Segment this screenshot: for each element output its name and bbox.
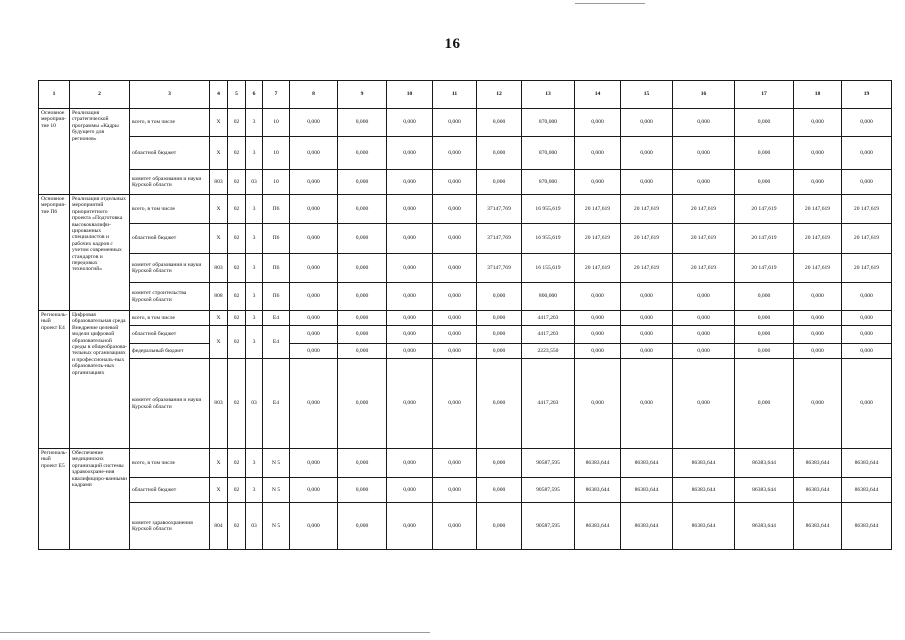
code-cell-7: 10 — [263, 109, 290, 137]
value-cell-10: 0,000 — [387, 137, 433, 170]
value-cell-17: 86383,644 — [735, 478, 794, 503]
code-cell-6: 3 — [246, 311, 263, 326]
table-row — [39, 137, 892, 170]
value-cell-15: 86383,644 — [621, 478, 673, 503]
value-cell-16: 86383,644 — [673, 478, 735, 503]
value-cell-10: 0,000 — [387, 503, 433, 550]
value-cell-8: 0,000 — [290, 359, 338, 449]
header-row — [39, 81, 892, 109]
value-cell-18: 0,000 — [794, 137, 842, 170]
header-cell-14: 14 — [575, 81, 621, 109]
value-cell-12: 0,000 — [477, 503, 522, 550]
value-cell-12: 0,000 — [477, 311, 522, 326]
value-cell-11: 0,000 — [433, 326, 477, 344]
code-cell-4: Х — [210, 326, 228, 359]
value-cell-11: 0,000 — [433, 449, 477, 478]
value-cell-10: 0,000 — [387, 344, 433, 359]
value-cell-9: 0,000 — [338, 478, 387, 503]
value-cell-18: 0,000 — [794, 311, 842, 326]
table-row — [39, 170, 892, 195]
value-cell-13: 4417,203 — [522, 359, 575, 449]
value-cell-19: 20 147,619 — [842, 224, 892, 254]
source-cell: комитет образования и науки Курской области — [130, 359, 210, 449]
header-cell-11: 11 — [433, 81, 477, 109]
code-cell-4: Х — [210, 311, 228, 326]
code-cell-5: 02 — [228, 109, 246, 137]
code-cell-6: 3 — [246, 326, 263, 359]
code-cell-5: 02 — [228, 478, 246, 503]
code-cell-4: 808 — [210, 283, 228, 311]
value-cell-18: 0,000 — [794, 283, 842, 311]
value-cell-15: 0,000 — [621, 359, 673, 449]
value-cell-12: 0,000 — [477, 109, 522, 137]
value-cell-13: 870,000 — [522, 170, 575, 195]
value-cell-19: 20 147,619 — [842, 254, 892, 283]
value-cell-9: 0,000 — [338, 195, 387, 224]
value-cell-12: 37147,769 — [477, 195, 522, 224]
value-cell-13: 16 955,619 — [522, 224, 575, 254]
value-cell-19: 0,000 — [842, 326, 892, 344]
value-cell-16: 86383,644 — [673, 449, 735, 478]
value-cell-15: 0,000 — [621, 109, 673, 137]
code-cell-5: 02 — [228, 326, 246, 359]
value-cell-8: 0,000 — [290, 283, 338, 311]
source-cell: всего, в том числе — [130, 195, 210, 224]
value-cell-17: 0,000 — [735, 283, 794, 311]
value-cell-15: 0,000 — [621, 311, 673, 326]
value-cell-10: 0,000 — [387, 311, 433, 326]
value-cell-11: 0,000 — [433, 283, 477, 311]
code-cell-7: Е4 — [263, 326, 290, 359]
value-cell-11: 0,000 — [433, 224, 477, 254]
code-cell-5: 02 — [228, 170, 246, 195]
scan-edge-bottom — [0, 632, 430, 633]
source-cell: областной бюджет — [130, 137, 210, 170]
value-cell-17: 86383,644 — [735, 449, 794, 478]
value-cell-15: 0,000 — [621, 137, 673, 170]
value-cell-13: 870,000 — [522, 109, 575, 137]
value-cell-12: 0,000 — [477, 170, 522, 195]
value-cell-18: 0,000 — [794, 344, 842, 359]
value-cell-16: 0,000 — [673, 170, 735, 195]
source-cell: областной бюджет — [130, 224, 210, 254]
value-cell-19: 20 147,619 — [842, 195, 892, 224]
code-cell-5: 02 — [228, 224, 246, 254]
code-cell-4: 803 — [210, 359, 228, 449]
value-cell-10: 0,000 — [387, 449, 433, 478]
value-cell-10: 0,000 — [387, 283, 433, 311]
value-cell-11: 0,000 — [433, 170, 477, 195]
value-cell-8: 0,000 — [290, 224, 338, 254]
value-cell-17: 0,000 — [735, 137, 794, 170]
value-cell-10: 0,000 — [387, 359, 433, 449]
value-cell-17: 20 147,619 — [735, 254, 794, 283]
value-cell-11: 0,000 — [433, 478, 477, 503]
value-cell-17: 0,000 — [735, 109, 794, 137]
value-cell-9: 0,000 — [338, 170, 387, 195]
value-cell-19: 86383,644 — [842, 478, 892, 503]
table-row — [39, 224, 892, 254]
code-cell-7: 10 — [263, 137, 290, 170]
value-cell-12: 0,000 — [477, 137, 522, 170]
value-cell-11: 0,000 — [433, 359, 477, 449]
value-cell-17: 86383,644 — [735, 503, 794, 550]
value-cell-9: 0,000 — [338, 137, 387, 170]
value-cell-18: 0,000 — [794, 359, 842, 449]
value-cell-15: 86383,644 — [621, 449, 673, 478]
code-cell-7: Е4 — [263, 311, 290, 326]
source-cell: комитет образования и науки Курской области — [130, 254, 210, 283]
value-cell-10: 0,000 — [387, 195, 433, 224]
source-cell: областной бюджет — [130, 326, 210, 344]
value-cell-12: 0,000 — [477, 359, 522, 449]
value-cell-10: 0,000 — [387, 478, 433, 503]
code-cell-5: 02 — [228, 195, 246, 224]
page-number: 16 — [444, 36, 461, 52]
value-cell-17: 0,000 — [735, 326, 794, 344]
value-cell-16: 20 147,619 — [673, 254, 735, 283]
source-cell: комитет образования и науки Курской области — [130, 170, 210, 195]
value-cell-9: 0,000 — [338, 109, 387, 137]
code-cell-6: 3 — [246, 283, 263, 311]
value-cell-16: 20 147,619 — [673, 195, 735, 224]
value-cell-9: 0,000 — [338, 224, 387, 254]
source-cell: всего, в том числе — [130, 449, 210, 478]
value-cell-19: 0,000 — [842, 311, 892, 326]
source-cell: областной бюджет — [130, 478, 210, 503]
code-cell-6: 03 — [246, 359, 263, 449]
budget-table — [38, 80, 892, 550]
value-cell-13: 90587,595 — [522, 449, 575, 478]
value-cell-14: 0,000 — [575, 137, 621, 170]
value-cell-17: 0,000 — [735, 170, 794, 195]
value-cell-12: 37147,769 — [477, 254, 522, 283]
header-cell-2: 2 — [70, 81, 130, 109]
table-row — [39, 359, 892, 449]
source-cell: федеральный бюджет — [130, 344, 210, 359]
value-cell-19: 0,000 — [842, 137, 892, 170]
header-cell-6: 6 — [246, 81, 263, 109]
group-code-cell: Основное мероприя-тие П6 — [39, 195, 70, 311]
value-cell-15: 0,000 — [621, 283, 673, 311]
code-cell-5: 02 — [228, 449, 246, 478]
value-cell-15: 20 147,619 — [621, 195, 673, 224]
value-cell-15: 86383,644 — [621, 503, 673, 550]
value-cell-19: 0,000 — [842, 170, 892, 195]
value-cell-19: 86383,644 — [842, 449, 892, 478]
source-cell: комитет строительства Курской области — [130, 283, 210, 311]
code-cell-4: Х — [210, 478, 228, 503]
header-cell-7: 7 — [263, 81, 290, 109]
value-cell-8: 0,000 — [290, 478, 338, 503]
value-cell-15: 20 147,619 — [621, 254, 673, 283]
header-cell-15: 15 — [621, 81, 673, 109]
value-cell-9: 0,000 — [338, 359, 387, 449]
value-cell-18: 0,000 — [794, 170, 842, 195]
value-cell-13: 870,000 — [522, 137, 575, 170]
value-cell-18: 86383,644 — [794, 503, 842, 550]
header-cell-10: 10 — [387, 81, 433, 109]
value-cell-14: 86383,644 — [575, 478, 621, 503]
value-cell-14: 20 147,619 — [575, 224, 621, 254]
code-cell-5: 02 — [228, 359, 246, 449]
code-cell-6: 3 — [246, 109, 263, 137]
value-cell-9: 0,000 — [338, 254, 387, 283]
value-cell-11: 0,000 — [433, 344, 477, 359]
value-cell-14: 0,000 — [575, 109, 621, 137]
value-cell-8: 0,000 — [290, 326, 338, 344]
value-cell-14: 0,000 — [575, 344, 621, 359]
value-cell-12: 0,000 — [477, 283, 522, 311]
table-body — [39, 81, 892, 550]
value-cell-12: 0,000 — [477, 326, 522, 344]
value-cell-16: 0,000 — [673, 283, 735, 311]
value-cell-11: 0,000 — [433, 195, 477, 224]
header-cell-16: 16 — [673, 81, 735, 109]
value-cell-16: 0,000 — [673, 137, 735, 170]
header-cell-19: 19 — [842, 81, 892, 109]
value-cell-9: 0,000 — [338, 503, 387, 550]
value-cell-14: 0,000 — [575, 311, 621, 326]
value-cell-12: 0,000 — [477, 478, 522, 503]
value-cell-8: 0,000 — [290, 311, 338, 326]
value-cell-16: 0,000 — [673, 359, 735, 449]
value-cell-8: 0,000 — [290, 137, 338, 170]
code-cell-4: Х — [210, 195, 228, 224]
code-cell-7: 10 — [263, 170, 290, 195]
group-name-cell: Цифровая образовательная среда Внедрение целевой модели цифровой образовательной среды в общеобразова-тельных организациях и профессиональ-ных образователь-ных организациях — [70, 311, 130, 449]
code-cell-6: 3 — [246, 224, 263, 254]
code-cell-7: П6 — [263, 224, 290, 254]
value-cell-8: 0,000 — [290, 170, 338, 195]
value-cell-16: 20 147,619 — [673, 224, 735, 254]
code-cell-4: 803 — [210, 254, 228, 283]
code-cell-6: 3 — [246, 254, 263, 283]
header-cell-8: 8 — [290, 81, 338, 109]
value-cell-8: 0,000 — [290, 344, 338, 359]
value-cell-9: 0,000 — [338, 311, 387, 326]
table-row — [39, 109, 892, 137]
value-cell-11: 0,000 — [433, 137, 477, 170]
value-cell-8: 0,000 — [290, 254, 338, 283]
value-cell-8: 0,000 — [290, 503, 338, 550]
value-cell-17: 20 147,619 — [735, 224, 794, 254]
value-cell-8: 0,000 — [290, 449, 338, 478]
code-cell-4: 803 — [210, 170, 228, 195]
header-cell-5: 5 — [228, 81, 246, 109]
value-cell-18: 20 147,619 — [794, 224, 842, 254]
value-cell-13: 2223,550 — [522, 344, 575, 359]
value-cell-19: 86383,644 — [842, 503, 892, 550]
header-cell-18: 18 — [794, 81, 842, 109]
group-code-cell: Региональ-ный проект Е5 — [39, 449, 70, 550]
code-cell-4: Х — [210, 137, 228, 170]
value-cell-19: 0,000 — [842, 109, 892, 137]
code-cell-6: 3 — [246, 195, 263, 224]
code-cell-6: 3 — [246, 137, 263, 170]
value-cell-10: 0,000 — [387, 170, 433, 195]
group-code-cell: Основное мероприя-тие 10 — [39, 109, 70, 195]
value-cell-17: 0,000 — [735, 359, 794, 449]
value-cell-14: 86383,644 — [575, 503, 621, 550]
value-cell-11: 0,000 — [433, 254, 477, 283]
value-cell-13: 4417,203 — [522, 326, 575, 344]
value-cell-18: 20 147,619 — [794, 254, 842, 283]
code-cell-5: 02 — [228, 283, 246, 311]
value-cell-11: 0,000 — [433, 109, 477, 137]
table-row — [39, 283, 892, 311]
value-cell-17: 0,000 — [735, 311, 794, 326]
value-cell-9: 0,000 — [338, 283, 387, 311]
code-cell-5: 02 — [228, 254, 246, 283]
table-row — [39, 311, 892, 326]
value-cell-14: 0,000 — [575, 359, 621, 449]
value-cell-13: 90587,595 — [522, 503, 575, 550]
value-cell-14: 86383,644 — [575, 449, 621, 478]
code-cell-7: П6 — [263, 254, 290, 283]
value-cell-13: 90587,595 — [522, 478, 575, 503]
group-code-cell: Региональ-ный проект Е4 — [39, 311, 70, 449]
code-cell-5: 02 — [228, 137, 246, 170]
value-cell-15: 0,000 — [621, 170, 673, 195]
code-cell-6: 03 — [246, 503, 263, 550]
table-row — [39, 344, 892, 359]
group-name-cell: Реализация отдельных мероприятий приоритетного проекта «Подготовка высококвалифи-цированных специалистов и рабочих кадров с учетом современных стандартов и передовых технологий» — [70, 195, 130, 311]
code-cell-4: Х — [210, 109, 228, 137]
value-cell-14: 20 147,619 — [575, 254, 621, 283]
code-cell-5: 02 — [228, 503, 246, 550]
value-cell-14: 0,000 — [575, 326, 621, 344]
value-cell-18: 86383,644 — [794, 478, 842, 503]
value-cell-10: 0,000 — [387, 109, 433, 137]
value-cell-12: 0,000 — [477, 344, 522, 359]
value-cell-18: 0,000 — [794, 326, 842, 344]
value-cell-12: 0,000 — [477, 449, 522, 478]
header-cell-13: 13 — [522, 81, 575, 109]
source-cell: комитет здравоохранения Курской области — [130, 503, 210, 550]
code-cell-4: Х — [210, 449, 228, 478]
value-cell-14: 0,000 — [575, 283, 621, 311]
header-cell-4: 4 — [210, 81, 228, 109]
value-cell-14: 20 147,619 — [575, 195, 621, 224]
table-row — [39, 195, 892, 224]
value-cell-16: 0,000 — [673, 326, 735, 344]
group-name-cell: Реализация стратегической программы «Кадры будущего для регионов» — [70, 109, 130, 195]
value-cell-19: 0,000 — [842, 359, 892, 449]
value-cell-16: 0,000 — [673, 109, 735, 137]
value-cell-19: 0,000 — [842, 283, 892, 311]
group-name-cell: Обеспечение медицинских организаций системы здравоохране-ния квалифициро-ванными кадрами — [70, 449, 130, 550]
value-cell-13: 800,000 — [522, 283, 575, 311]
table-row — [39, 326, 892, 344]
value-cell-16: 0,000 — [673, 311, 735, 326]
source-cell: всего, в том числе — [130, 109, 210, 137]
value-cell-17: 0,000 — [735, 344, 794, 359]
value-cell-18: 20 147,619 — [794, 195, 842, 224]
value-cell-11: 0,000 — [433, 503, 477, 550]
value-cell-16: 86383,644 — [673, 503, 735, 550]
value-cell-15: 0,000 — [621, 326, 673, 344]
value-cell-9: 0,000 — [338, 449, 387, 478]
value-cell-9: 0,000 — [338, 326, 387, 344]
header-cell-1: 1 — [39, 81, 70, 109]
value-cell-19: 0,000 — [842, 344, 892, 359]
header-cell-3: 3 — [130, 81, 210, 109]
value-cell-9: 0,000 — [338, 344, 387, 359]
scan-edge-top — [575, 3, 645, 4]
code-cell-6: 03 — [246, 170, 263, 195]
value-cell-13: 16 155,619 — [522, 254, 575, 283]
value-cell-16: 0,000 — [673, 344, 735, 359]
code-cell-6: 3 — [246, 449, 263, 478]
value-cell-13: 16 955,619 — [522, 195, 575, 224]
value-cell-10: 0,000 — [387, 326, 433, 344]
code-cell-7: N 5 — [263, 478, 290, 503]
code-cell-7: Е4 — [263, 359, 290, 449]
value-cell-13: 4417,203 — [522, 311, 575, 326]
value-cell-15: 20 147,619 — [621, 224, 673, 254]
value-cell-17: 20 147,619 — [735, 195, 794, 224]
code-cell-4: 804 — [210, 503, 228, 550]
header-cell-12: 12 — [477, 81, 522, 109]
table-row — [39, 503, 892, 550]
code-cell-7: N 5 — [263, 449, 290, 478]
value-cell-14: 0,000 — [575, 170, 621, 195]
table-row — [39, 254, 892, 283]
table-row — [39, 478, 892, 503]
code-cell-7: П6 — [263, 283, 290, 311]
value-cell-18: 0,000 — [794, 109, 842, 137]
source-cell: всего, в том числе — [130, 311, 210, 326]
value-cell-11: 0,000 — [433, 311, 477, 326]
header-cell-17: 17 — [735, 81, 794, 109]
value-cell-8: 0,000 — [290, 109, 338, 137]
code-cell-4: Х — [210, 224, 228, 254]
value-cell-8: 0,000 — [290, 195, 338, 224]
code-cell-6: 3 — [246, 478, 263, 503]
code-cell-7: П6 — [263, 195, 290, 224]
value-cell-15: 0,000 — [621, 344, 673, 359]
value-cell-10: 0,000 — [387, 224, 433, 254]
code-cell-7: N 5 — [263, 503, 290, 550]
value-cell-18: 86383,644 — [794, 449, 842, 478]
header-cell-9: 9 — [338, 81, 387, 109]
value-cell-12: 37147,769 — [477, 224, 522, 254]
table-row — [39, 449, 892, 478]
code-cell-5: 02 — [228, 311, 246, 326]
value-cell-10: 0,000 — [387, 254, 433, 283]
